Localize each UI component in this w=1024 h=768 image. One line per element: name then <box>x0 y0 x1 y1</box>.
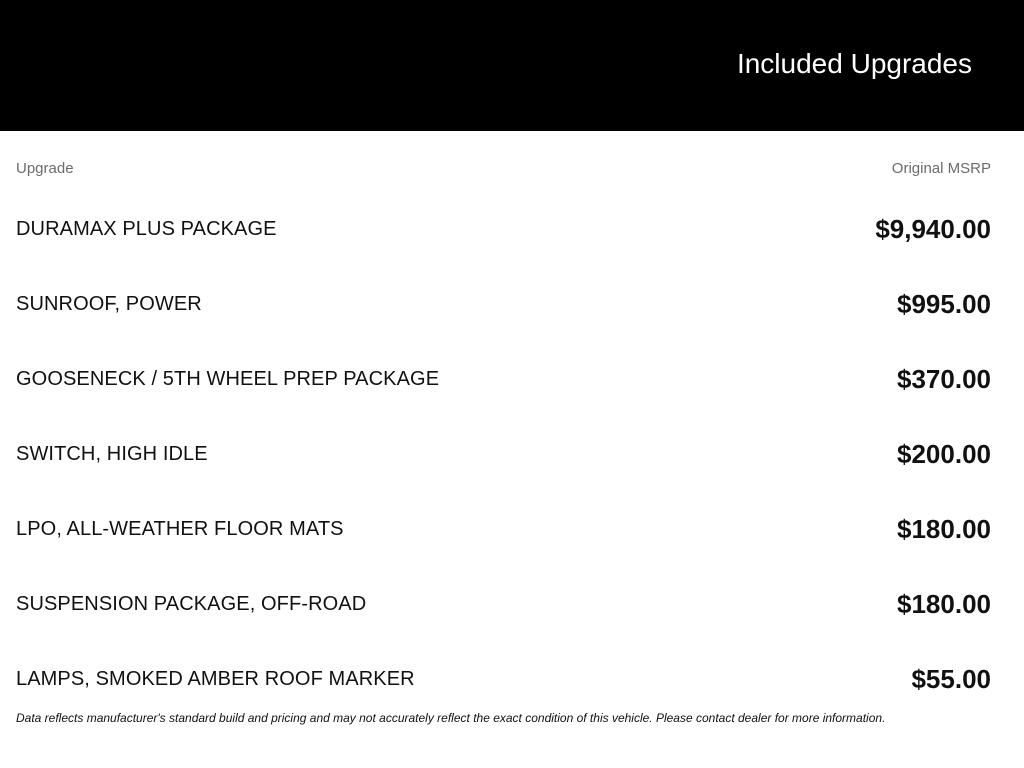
page-title: Included Upgrades <box>736 48 972 79</box>
disclaimer-footnote: Data reflects manufacturer's standard build and pricing and may not accurately reflect the exact condition of this vehicle. Please contact dealer for more information. <box>16 711 886 725</box>
upgrade-name: SWITCH, HIGH IDLE <box>16 443 208 465</box>
upgrade-name: SUSPENSION PACKAGE, OFF-ROAD <box>16 593 367 615</box>
column-headers <box>16 160 991 180</box>
upgrade-name: GOOSENECK / 5TH WHEEL PREP PACKAGE <box>16 368 440 390</box>
upgrade-row <box>16 417 991 492</box>
upgrade-price: $200.00 <box>897 439 991 469</box>
upgrades-list <box>16 192 991 717</box>
column-header-msrp: Original MSRP <box>891 160 991 177</box>
upgrade-price: $995.00 <box>897 289 991 319</box>
upgrade-name: LPO, ALL-WEATHER FLOOR MATS <box>16 518 344 540</box>
upgrade-price: $370.00 <box>897 364 991 394</box>
upgrade-name: LAMPS, SMOKED AMBER ROOF MARKER <box>16 668 415 690</box>
upgrade-row <box>16 192 991 267</box>
header-bar <box>0 0 1024 131</box>
upgrade-row <box>16 492 991 567</box>
upgrade-price: $55.00 <box>911 664 991 694</box>
upgrade-price: $180.00 <box>897 514 991 544</box>
upgrade-name: DURAMAX PLUS PACKAGE <box>16 218 277 240</box>
upgrade-row <box>16 342 991 417</box>
column-header-upgrade: Upgrade <box>16 160 74 177</box>
upgrade-row <box>16 567 991 642</box>
upgrade-price: $9,940.00 <box>875 214 991 244</box>
upgrade-row <box>16 642 991 717</box>
upgrade-name: SUNROOF, POWER <box>16 293 202 315</box>
upgrade-price: $180.00 <box>897 589 991 619</box>
upgrade-row <box>16 267 991 342</box>
